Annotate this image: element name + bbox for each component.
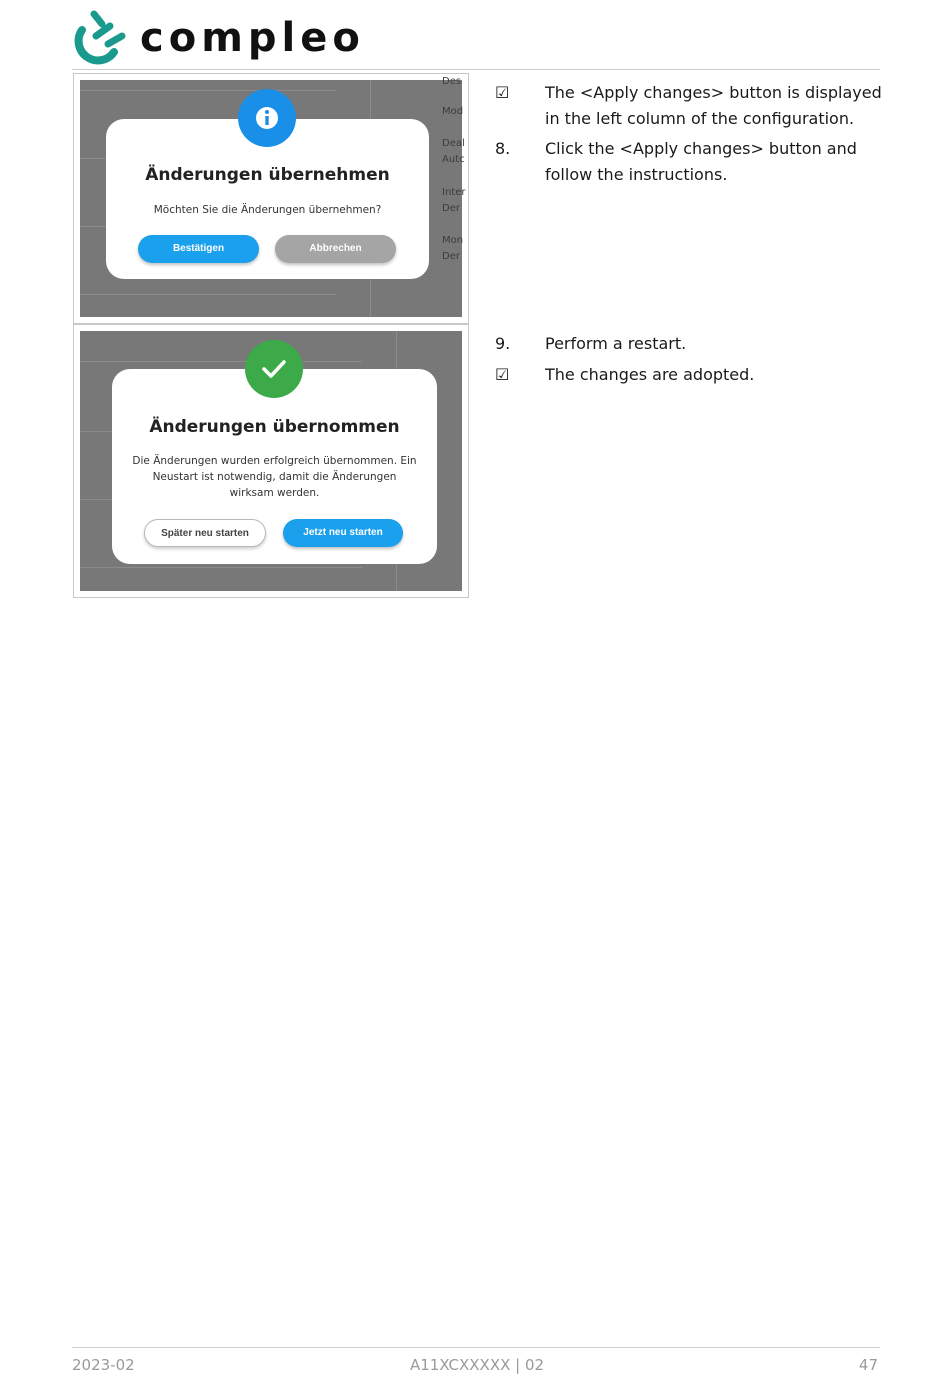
page-number: 47 bbox=[858, 1356, 878, 1374]
dialog-message: Die Änderungen wurden erfolgreich übernommen. Ein Neustart ist notwendig, damit die Änderungen wirksam werden. bbox=[132, 455, 417, 499]
confirm-button[interactable]: Bestätigen bbox=[138, 235, 259, 263]
step-marker: ☑ bbox=[495, 83, 510, 102]
screenshot-background bbox=[80, 76, 466, 317]
step-marker: 8. bbox=[495, 139, 511, 158]
screenshot-adopted-dialog bbox=[73, 324, 469, 598]
side-label: Mon bbox=[442, 235, 464, 246]
side-label: Der bbox=[442, 251, 460, 262]
footer-divider bbox=[72, 1347, 880, 1348]
step-text: The changes are adopted. bbox=[545, 365, 755, 384]
dialog-title: Änderungen übernehmen bbox=[145, 165, 390, 185]
screenshot-background bbox=[80, 331, 462, 591]
restart-now-button[interactable]: Jetzt neu starten bbox=[283, 519, 403, 547]
step-text: The <Apply changes> button is displayed in the left column of the configuration. bbox=[545, 83, 882, 128]
side-label: Deal bbox=[442, 138, 465, 149]
footer-document-id: A11XCXXXXX | 02 bbox=[410, 1356, 545, 1374]
success-dialog bbox=[112, 369, 437, 564]
side-label: Der bbox=[442, 203, 460, 214]
side-label: Mod bbox=[442, 106, 464, 117]
info-icon bbox=[238, 89, 296, 147]
brand-name: compleo bbox=[140, 15, 365, 61]
footer-date: 2023-02 bbox=[72, 1356, 135, 1374]
compleo-logo-icon bbox=[72, 8, 130, 66]
step-marker: 9. bbox=[495, 334, 511, 353]
step-marker: ☑ bbox=[495, 365, 510, 384]
side-label: Des bbox=[442, 76, 462, 87]
dialog-title: Änderungen übernommen bbox=[149, 417, 400, 437]
side-label: Autc bbox=[442, 154, 465, 165]
restart-later-button[interactable]: Später neu starten bbox=[144, 519, 266, 547]
checkmark-icon bbox=[245, 340, 303, 398]
header-divider bbox=[72, 69, 880, 70]
side-label: Inter bbox=[442, 187, 466, 198]
step-text: Click the <Apply changes> button and follow the instructions. bbox=[545, 139, 857, 184]
cancel-button[interactable]: Abbrechen bbox=[275, 235, 396, 263]
screenshot-apply-dialog bbox=[73, 73, 469, 324]
dialog-message: Möchten Sie die Änderungen übernehmen? bbox=[153, 204, 382, 216]
step-text: Perform a restart. bbox=[545, 334, 687, 353]
